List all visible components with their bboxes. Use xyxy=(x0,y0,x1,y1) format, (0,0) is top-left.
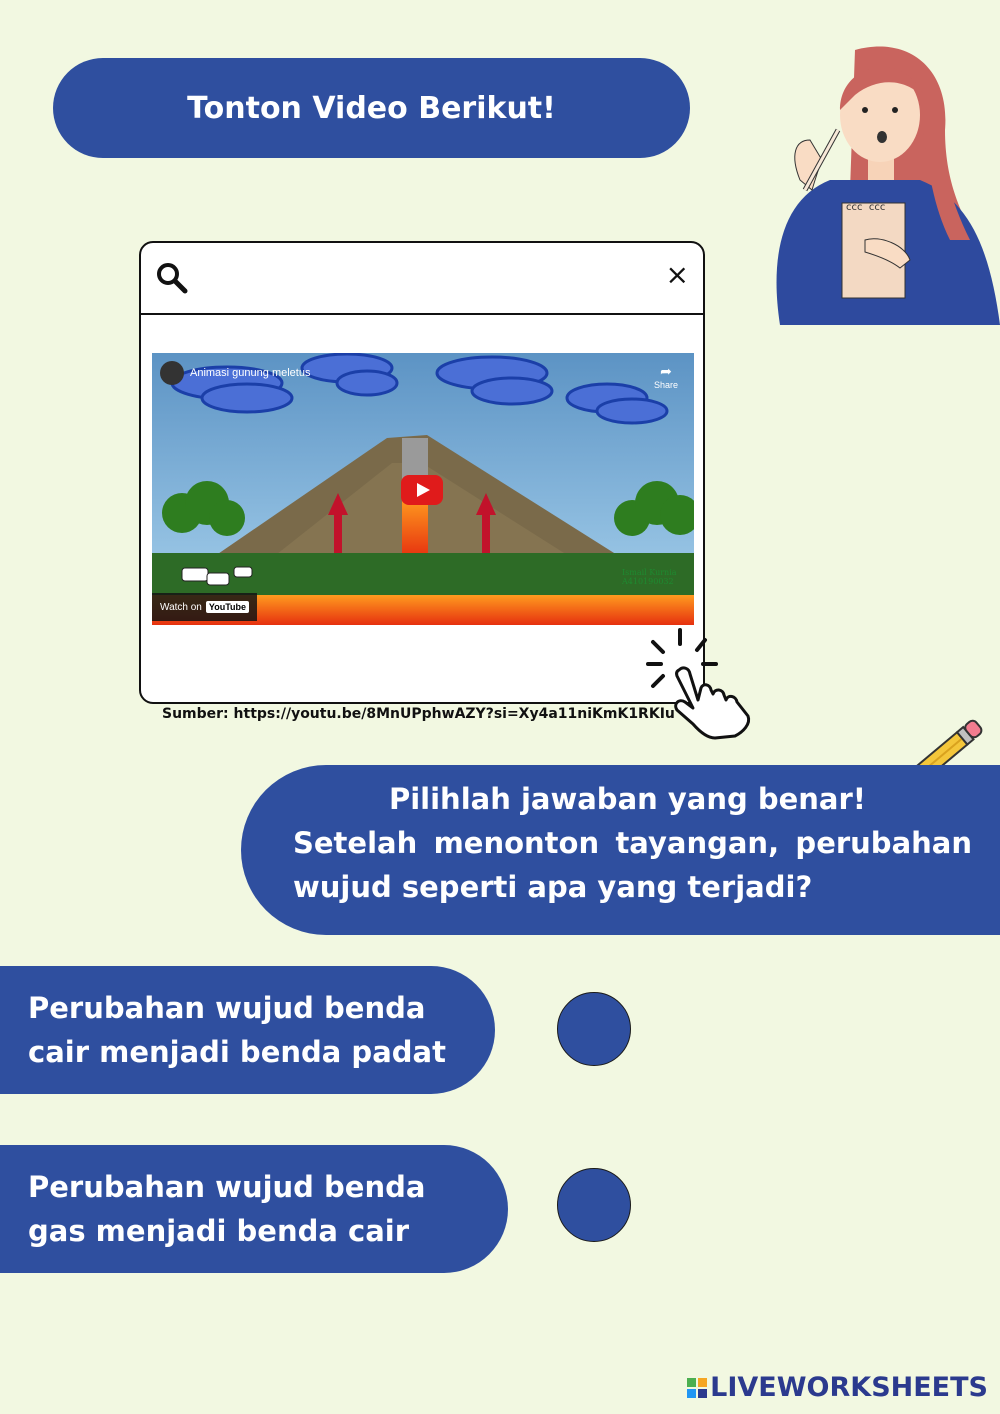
close-icon[interactable]: × xyxy=(665,258,689,291)
liveworksheets-logo-icon xyxy=(687,1378,707,1398)
page-title: Tonton Video Berikut! xyxy=(187,90,556,126)
answer-text-line: Perubahan wujud benda xyxy=(28,1170,426,1204)
video-title[interactable]: Animasi gunung meletus xyxy=(190,367,311,379)
click-hand-icon xyxy=(643,628,753,740)
title-banner xyxy=(53,58,690,158)
youtube-logo: YouTube xyxy=(206,601,249,613)
video-window xyxy=(139,241,705,704)
search-bar[interactable] xyxy=(141,243,703,315)
share-icon: ➦ xyxy=(660,363,672,379)
search-icon[interactable] xyxy=(155,261,189,295)
question-text: Setelah menonton tayangan, perubahan wujud seperti apa yang terjadi? xyxy=(293,826,972,904)
watch-on-label: Watch on xyxy=(160,601,202,613)
svg-text:Ismail Kurnia: Ismail Kurnia xyxy=(622,568,677,577)
answer-1-radio[interactable] xyxy=(557,992,631,1066)
share-button[interactable] xyxy=(654,363,678,390)
svg-text:A410190032: A410190032 xyxy=(622,577,674,586)
answer-option xyxy=(0,966,495,1094)
thinking-woman-illustration xyxy=(760,40,1000,325)
liveworksheets-brand xyxy=(687,1372,988,1403)
answer-text-line: Perubahan wujud benda xyxy=(28,991,426,1025)
brand-name: LIVEWORKSHEETS xyxy=(710,1372,988,1403)
answer-option xyxy=(0,1145,508,1273)
svg-text:ccc ccc: ccc ccc xyxy=(846,202,886,213)
youtube-video-embed[interactable] xyxy=(152,353,694,625)
answer-2-radio[interactable] xyxy=(557,1168,631,1242)
question-instruction: Pilihlah jawaban yang benar! xyxy=(388,782,867,816)
play-button[interactable] xyxy=(401,475,443,505)
channel-avatar[interactable] xyxy=(160,361,184,385)
source-link[interactable]: Sumber: https://youtu.be/8MnUPphwAZY?si=Xy4a11niKmK1RKIu xyxy=(162,706,675,722)
answer-text-line: cair menjadi benda padat xyxy=(28,1035,446,1069)
watch-on-youtube-button[interactable] xyxy=(152,593,257,621)
share-label: Share xyxy=(653,380,678,390)
answer-text-line: gas menjadi benda cair xyxy=(28,1214,410,1248)
question-box xyxy=(241,765,1000,935)
